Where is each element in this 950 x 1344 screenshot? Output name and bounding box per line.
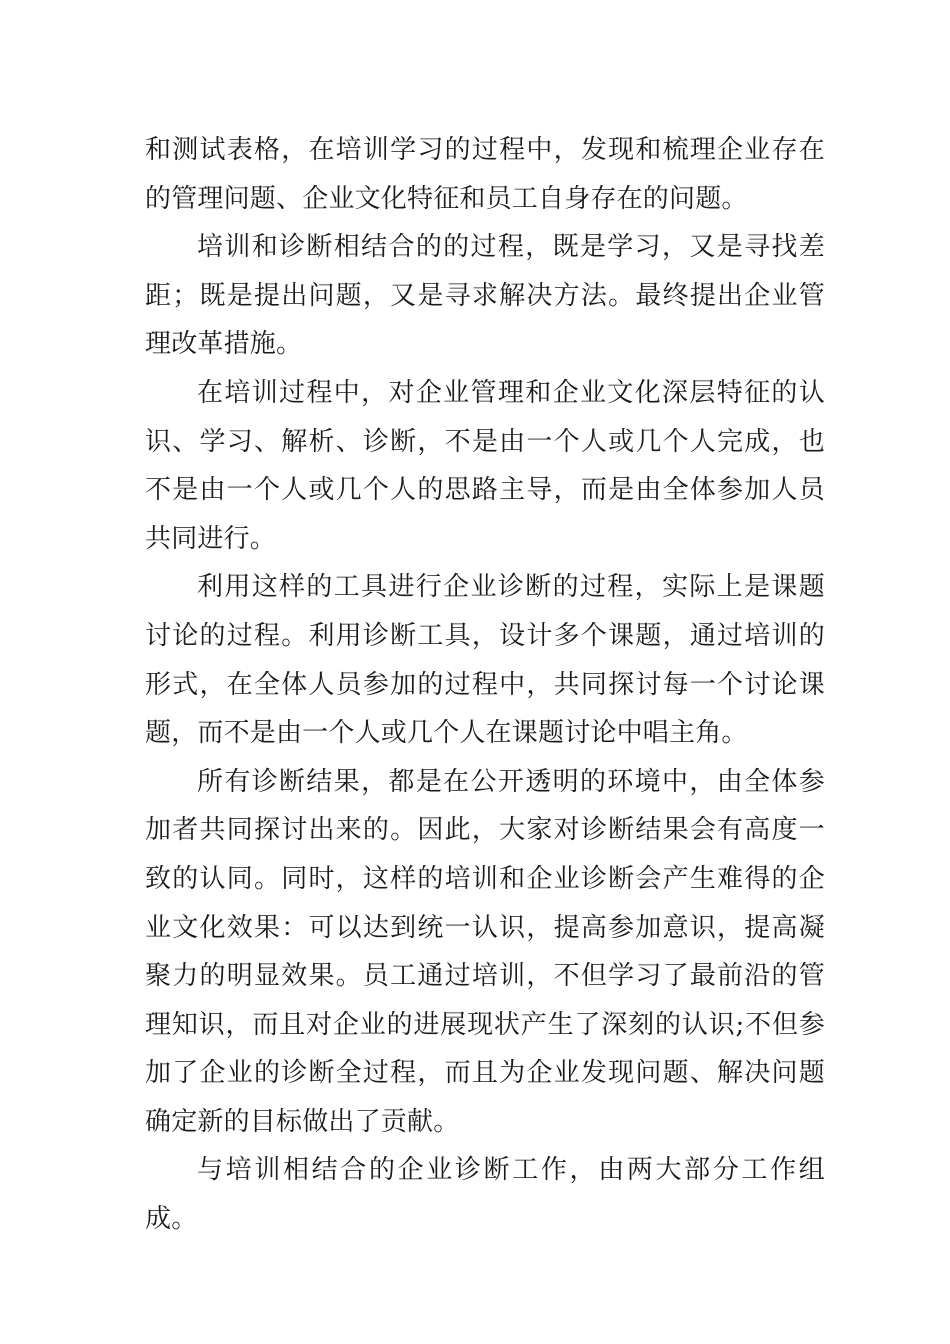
paragraph-2: 培训和诊断相结合的的过程，既是学习，又是寻找差距；既是提出问题，又是寻求解决方法。最终提出企业管理改革措施。 [145, 232, 825, 360]
paragraph-3: 在培训过程中，对企业管理和企业文化深层特征的认识、学习、解析、诊断，不是由一个人或几个人完成，也不是由一个人或几个人的思路主导，而是由全体参加人员共同进行。 [145, 377, 825, 554]
paragraph-6: 与培训相结合的企业诊断工作，由两大部分工作组成。 [145, 1155, 825, 1235]
paragraph-4: 利用这样的工具进行企业诊断的过程，实际上是课题讨论的过程。利用诊断工具，设计多个课题，通过培训的形式，在全体人员参加的过程中，共同探讨每一个讨论课题，而不是由一个人或几个人在课题讨论中唱主角。 [145, 572, 825, 749]
paragraph-1: 和测试表格，在培训学习的过程中，发现和梳理企业存在的管理问题、企业文化特征和员工自身存在的问题。 [145, 135, 825, 214]
paragraph-5: 所有诊断结果，都是在公开透明的环境中，由全体参加者共同探讨出来的。因此，大家对诊断结果会有高度一致的认同。同时，这样的培训和企业诊断会产生难得的企业文化效果：可以达到统一认识，提高参加意识，提高凝聚力的明显效果。员工通过培训，不但学习了最前沿的管理知识，而且对企业的进展现状产生了深刻的认识;不但参加了企业的诊断全过程，而且为企业发现问题、解决问题确定新的目标做出了贡献。 [145, 766, 825, 1137]
document-body [145, 126, 825, 1244]
